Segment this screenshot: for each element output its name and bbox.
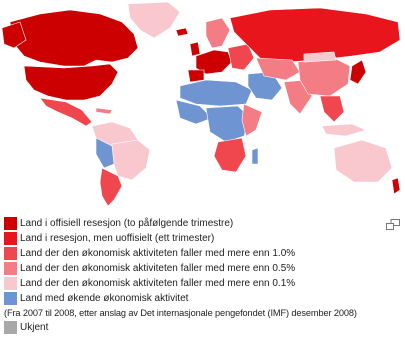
map-region-southern-africa [214,138,246,172]
legend-swatch [4,217,17,230]
legend-swatch [4,321,17,334]
legend-swatch [4,277,17,290]
map-region-australia [334,140,392,182]
map-region-scandinavia [206,18,230,48]
legend-item-unknown [4,320,384,335]
map-region-iberia [188,70,204,82]
legend-item [4,246,384,261]
map-region-china [298,58,350,96]
map-region-usa [24,64,118,100]
map-region-mongolia [304,52,336,62]
legend-item [4,276,384,291]
legend-swatch [4,262,17,275]
map-region-north-africa [180,80,252,106]
map-region-new-zealand [392,178,400,194]
legend-label: Land i offisiell resesjon (to påfølgende trimestre) [20,218,234,229]
map-region-uk [190,42,200,56]
legend-note: (Fra 2007 til 2008, etter anslag av Det internasjonale pengefondet (IMF) desember 2008) [4,308,357,318]
magnify-icon[interactable] [386,217,400,228]
map-region-caribbean [96,108,112,114]
map-region-greenland [128,2,180,38]
map-legend [4,216,384,335]
legend-item [4,261,384,276]
legend-item [4,231,384,246]
legend-label: Land der den økonomisk aktiviteten faller med mere enn 1.0% [20,248,296,259]
legend-item [4,291,384,306]
map-region-brazil [112,140,150,180]
legend-label: Land der den økonomisk aktiviteten faller med mere enn 0.1% [20,278,296,289]
legend-swatch [4,247,17,260]
legend-swatch [4,292,17,305]
map-region-southeast-asia [320,96,344,122]
map-region-iceland [176,28,188,36]
map-region-canada [10,10,138,66]
legend-item [4,216,384,231]
legend-label: Land med økende økonomisk aktivitet [20,293,189,304]
map-region-mexico [40,98,92,126]
map-region-indonesia [322,124,366,136]
map-region-east-africa [242,104,262,136]
legend-swatch [4,232,17,245]
legend-label: Land i resesjon, men uoffisielt (ett trimester) [20,233,215,244]
map-region-madagascar [252,148,258,164]
legend-label: Ukjent [20,322,49,333]
legend-label: Land der den økonomisk aktiviteten faller med mere enn 0.5% [20,263,296,274]
map-region-japan [350,60,366,84]
